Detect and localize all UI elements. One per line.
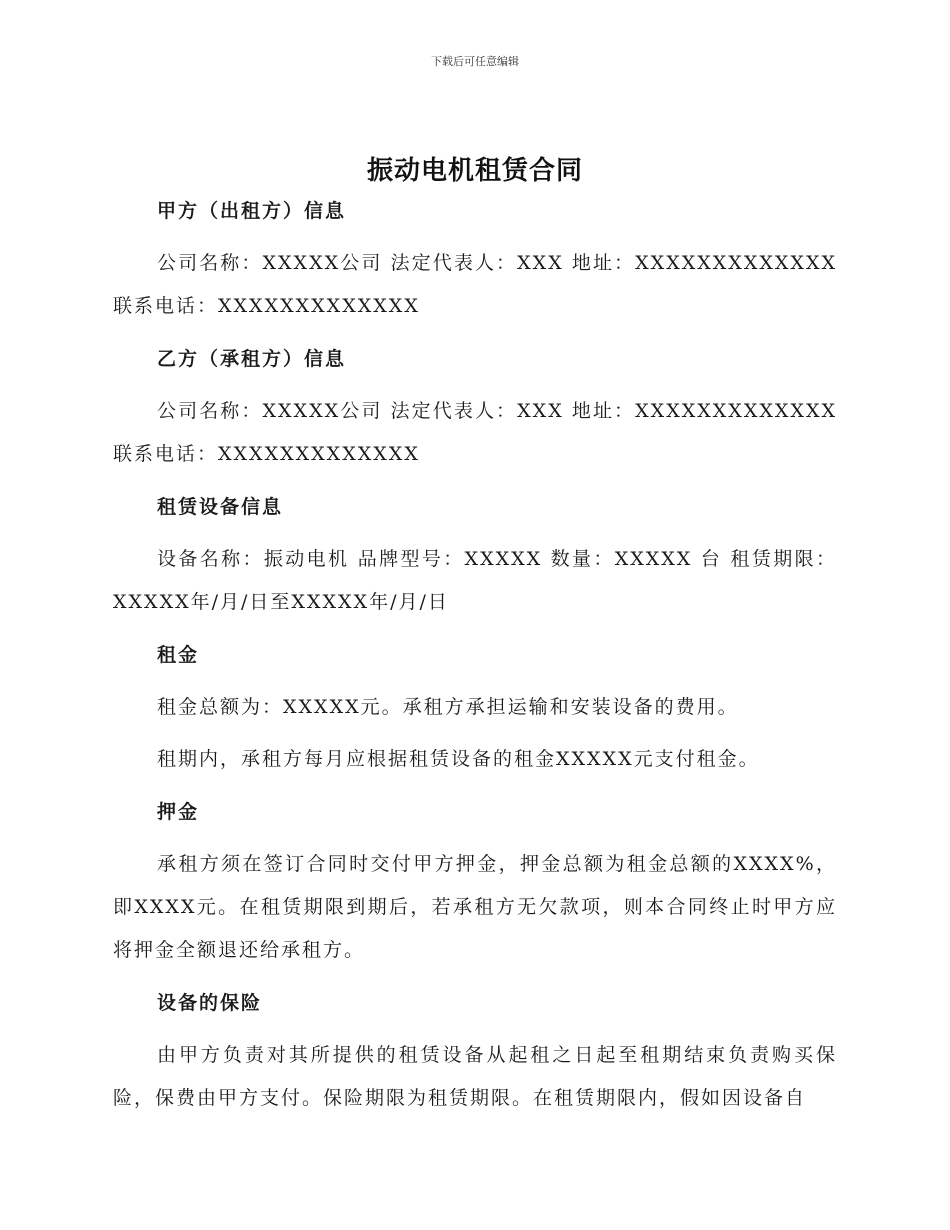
paragraph: 设备名称：振动电机 品牌型号：XXXXX 数量：XXXXX 台 租赁期限：XXXXX年/月/日至XXXXX年/月/日 (113, 548, 837, 613)
section-heading: 设备的保险 (157, 992, 263, 1014)
section-equipment (113, 492, 837, 624)
paragraph: 租期内，承租方每月应根据租赁设备的租金XXXXX元支付租金。 (157, 748, 760, 770)
section-party-b (113, 344, 837, 476)
document-body (113, 196, 837, 1120)
paragraph: 由甲方负责对其所提供的租赁设备从起租之日起至租期结束负责购买保险，保费由甲方支付。保险期限为租赁期限。在租赁期限内，假如因设备自 (113, 1044, 837, 1109)
section-heading: 乙方（承租方）信息 (157, 348, 347, 370)
section-heading: 租赁设备信息 (157, 496, 284, 518)
header-note: 下载后可任意编辑 (431, 55, 519, 68)
section-party-a (113, 196, 837, 328)
paragraph: 公司名称：XXXXX公司 法定代表人：XXX 地址：XXXXXXXXXXXXX 联系电话：XXXXXXXXXXXXX (113, 400, 837, 465)
section-deposit (113, 797, 837, 972)
paragraph: 承租方须在签订合同时交付甲方押金，押金总额为租金总额的XXXX%，即XXXX元。在租赁期限到期后，若承租方无欠款项，则本合同终止时甲方应将押金全额退还给承租方。 (113, 853, 837, 961)
section-heading: 押金 (157, 801, 200, 823)
section-heading: 甲方（出租方）信息 (157, 200, 347, 222)
section-insurance (113, 988, 837, 1120)
section-heading: 租金 (157, 644, 200, 666)
document-title: 振动电机租赁合同 (366, 156, 583, 186)
paragraph: 租金总额为：XXXXX元。承租方承担运输和安装设备的费用。 (157, 696, 739, 718)
section-rent (113, 640, 837, 781)
paragraph: 公司名称：XXXXX公司 法定代表人：XXX 地址：XXXXXXXXXXXXX 联系电话：XXXXXXXXXXXXX (113, 252, 837, 317)
